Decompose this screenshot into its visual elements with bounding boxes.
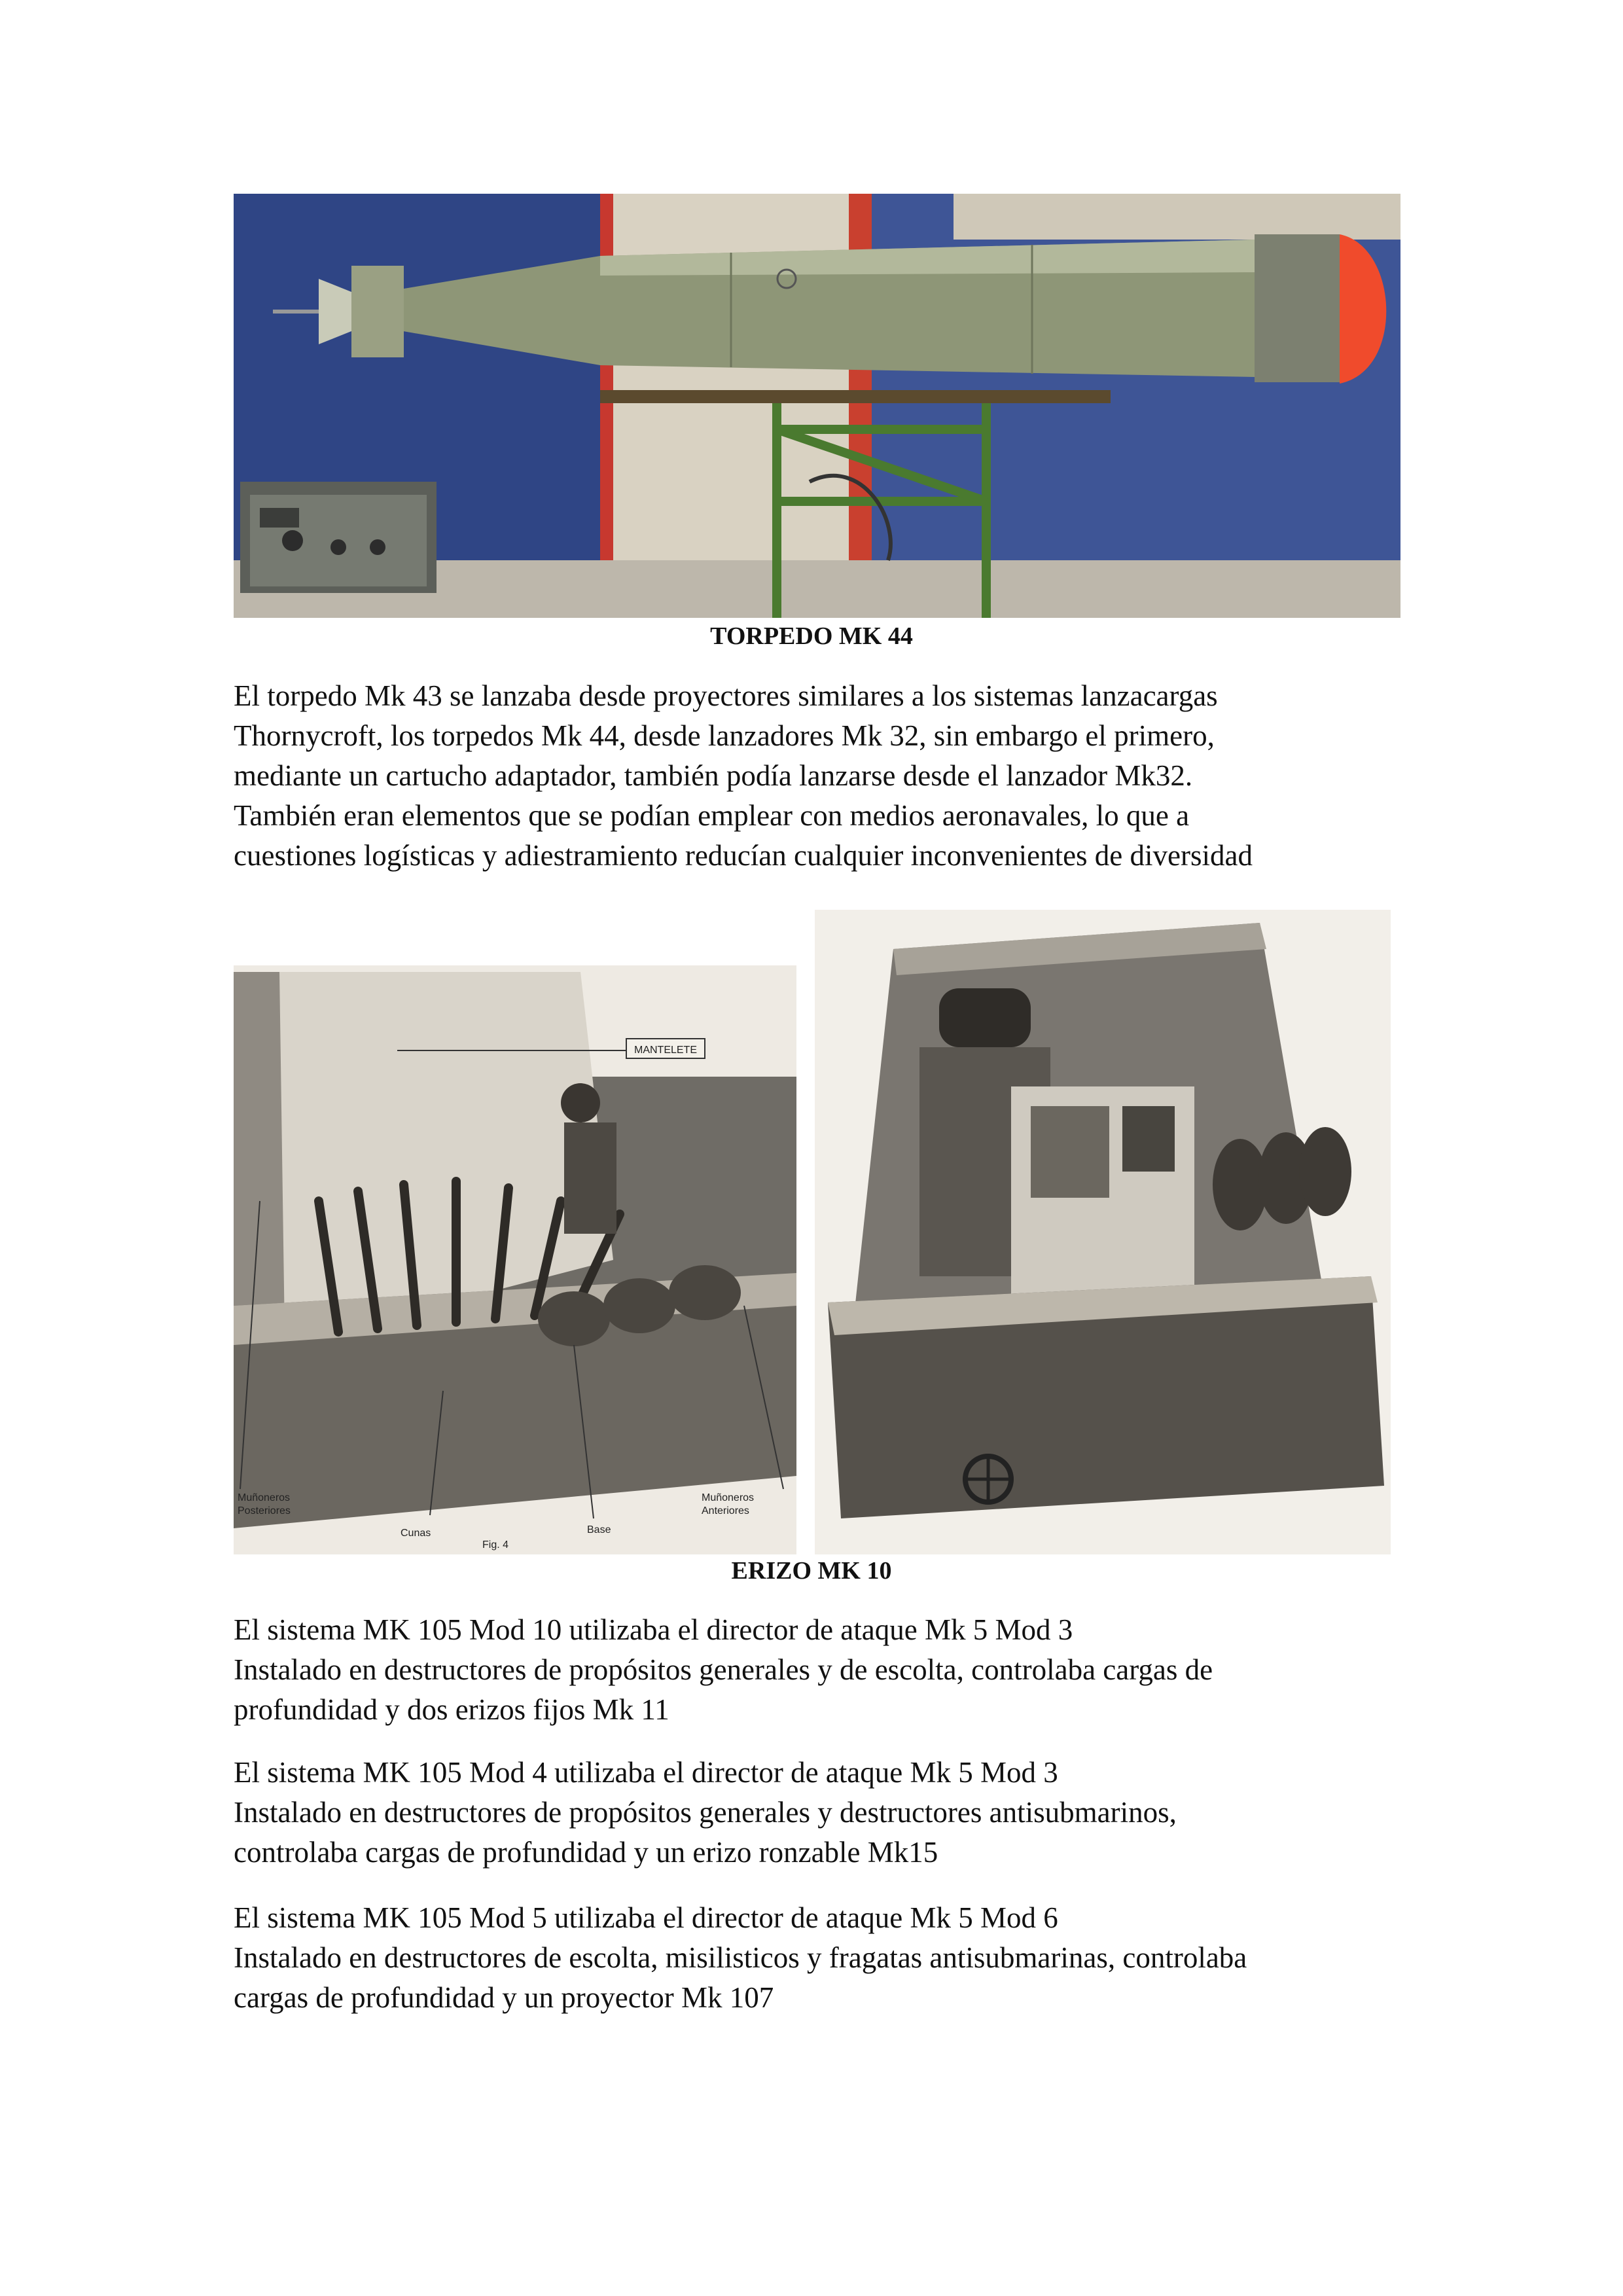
paragraph-torpedo [234, 676, 1412, 876]
paragraph-mk105-mod4 [234, 1753, 1412, 1873]
paragraph-line: El sistema MK 105 Mod 5 utilizaba el director de ataque Mk 5 Mod 6 [234, 1901, 1058, 1934]
cunas-label: Cunas [401, 1528, 431, 1539]
fig-number-label: Fig. 4 [482, 1539, 509, 1551]
paragraph-line: Thornycroft, los torpedos Mk 44, desde lanzadores Mk 32, sin embargo el primero, [234, 719, 1215, 752]
munoneros-anteriores-label-2: Anteriores [702, 1505, 749, 1516]
torpedo-caption: TORPEDO MK 44 [710, 622, 913, 650]
paragraph-mk105-mod10 [234, 1610, 1412, 1730]
munoneros-posteriores-label-2: Posteriores [238, 1505, 291, 1516]
paragraph-line: cargas de profundidad y un proyector Mk 107 [234, 1981, 774, 2014]
paragraph-line: El sistema MK 105 Mod 10 utilizaba el director de ataque Mk 5 Mod 3 [234, 1613, 1073, 1646]
paragraph-line: cuestiones logísticas y adiestramiento reducían cualquier inconvenientes de diversidad [234, 839, 1253, 872]
paragraph-line: El torpedo Mk 43 se lanzaba desde proyectores similares a los sistemas lanzacargas [234, 679, 1218, 712]
munoneros-posteriores-label-1: Muñoneros [238, 1492, 291, 1503]
paragraph-line: controlaba cargas de profundidad y un erizo ronzable Mk15 [234, 1836, 938, 1869]
base-label: Base [587, 1524, 611, 1535]
erizo-photo-left [234, 965, 796, 1554]
torpedo-illustration [234, 194, 1400, 618]
paragraph-line: El sistema MK 105 Mod 4 utilizaba el director de ataque Mk 5 Mod 3 [234, 1756, 1058, 1789]
erizo-left-illustration [234, 965, 796, 1554]
paragraph-line: También eran elementos que se podían emplear con medios aeronavales, lo que a [234, 799, 1190, 832]
paragraph-line: profundidad y dos erizos fijos Mk 11 [234, 1693, 669, 1726]
mantelete-label: MANTELETE [633, 1045, 698, 1056]
erizo-right-illustration [815, 910, 1391, 1554]
paragraph-line: Instalado en destructores de propósitos generales y de escolta, controlaba cargas de [234, 1653, 1213, 1686]
paragraph-mk105-mod5 [234, 1898, 1412, 2018]
paragraph-line: Instalado en destructores de propósitos generales y destructores antisubmarinos, [234, 1796, 1177, 1829]
munoneros-anteriores-label-1: Muñoneros [702, 1492, 755, 1503]
paragraph-line: mediante un cartucho adaptador, también podía lanzarse desde el lanzador Mk32. [234, 759, 1193, 792]
erizo-caption: ERIZO MK 10 [731, 1557, 892, 1585]
erizo-photo-right [815, 910, 1391, 1554]
paragraph-line: Instalado en destructores de escolta, misilisticos y fragatas antisubmarinas, controlaba [234, 1941, 1247, 1974]
torpedo-photo [234, 194, 1400, 618]
